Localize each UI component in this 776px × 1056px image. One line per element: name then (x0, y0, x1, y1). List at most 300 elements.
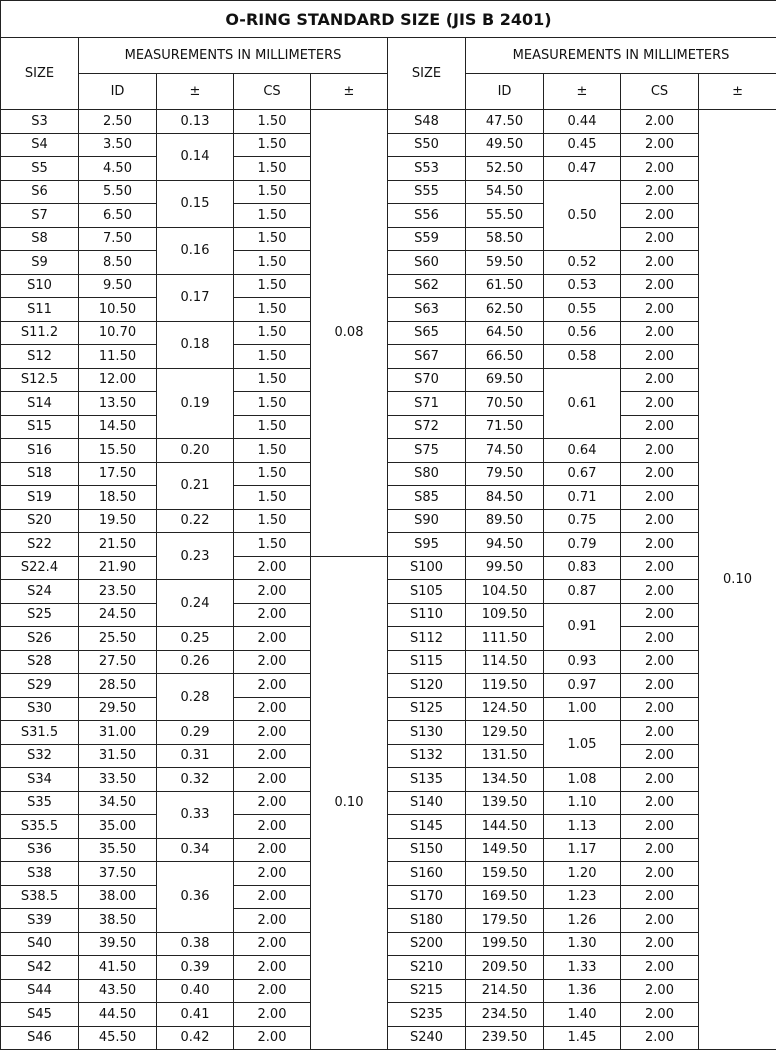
id-cell: 41.50 (79, 956, 157, 980)
size-cell: S210 (388, 956, 466, 980)
size-cell: S28 (1, 650, 79, 674)
size-cell: S135 (388, 768, 466, 792)
size-cell: S35 (1, 791, 79, 815)
size-cell: S71 (388, 392, 466, 416)
id-tolerance-cell: 0.83 (544, 556, 621, 580)
measurements-header-left: MEASUREMENTS IN MILLIMETERS (79, 38, 388, 74)
id-cell: 52.50 (466, 157, 544, 181)
size-cell: S25 (1, 603, 79, 627)
cs-tolerance-cell: 0.08 (311, 110, 388, 557)
cs-cell: 2.00 (621, 298, 699, 322)
id-cell: 55.50 (466, 204, 544, 228)
id-tolerance-cell: 1.13 (544, 815, 621, 839)
size-cell: S115 (388, 650, 466, 674)
cs-cell: 2.00 (234, 697, 311, 721)
cs-cell: 2.00 (234, 909, 311, 933)
id-tolerance-cell: 0.28 (157, 674, 234, 721)
cs-cell: 2.00 (234, 838, 311, 862)
id-header-right: ID (466, 74, 544, 110)
id-tolerance-cell: 0.16 (157, 227, 234, 274)
size-cell: S5 (1, 157, 79, 181)
size-cell: S55 (388, 180, 466, 204)
id-tolerance-cell: 0.91 (544, 603, 621, 650)
id-tolerance-cell: 1.20 (544, 862, 621, 886)
table-row (1, 815, 776, 839)
cs-cell: 1.50 (234, 204, 311, 228)
id-cell: 8.50 (79, 251, 157, 275)
id-cell: 38.00 (79, 885, 157, 909)
size-cell: S39 (1, 909, 79, 933)
size-cell: S20 (1, 509, 79, 533)
table-row (1, 415, 776, 439)
size-cell: S72 (388, 415, 466, 439)
id-tolerance-cell: 1.26 (544, 909, 621, 933)
id-cell: 35.50 (79, 838, 157, 862)
id-cell: 44.50 (79, 1003, 157, 1027)
table-row (1, 298, 776, 322)
id-tolerance-cell: 0.17 (157, 274, 234, 321)
id-header-left: ID (79, 74, 157, 110)
cs-cell: 1.50 (234, 345, 311, 369)
cs-cell: 2.00 (621, 862, 699, 886)
cs-cell: 2.00 (621, 533, 699, 557)
id-tolerance-cell: 0.56 (544, 321, 621, 345)
cs-tolerance-header-left: ± (311, 74, 388, 110)
size-cell: S105 (388, 580, 466, 604)
cs-cell: 2.00 (621, 721, 699, 745)
id-cell: 234.50 (466, 1003, 544, 1027)
id-cell: 69.50 (466, 368, 544, 392)
size-header-right: SIZE (388, 38, 466, 110)
id-cell: 239.50 (466, 1026, 544, 1050)
size-cell: S14 (1, 392, 79, 416)
size-cell: S12 (1, 345, 79, 369)
table-row (1, 979, 776, 1003)
cs-cell: 2.00 (621, 909, 699, 933)
size-cell: S80 (388, 462, 466, 486)
size-cell: S40 (1, 932, 79, 956)
id-cell: 111.50 (466, 627, 544, 651)
cs-cell: 1.50 (234, 180, 311, 204)
size-cell: S19 (1, 486, 79, 510)
id-tolerance-cell: 0.52 (544, 251, 621, 275)
id-cell: 94.50 (466, 533, 544, 557)
size-cell: S22.4 (1, 556, 79, 580)
id-cell: 37.50 (79, 862, 157, 886)
id-cell: 62.50 (466, 298, 544, 322)
id-cell: 54.50 (466, 180, 544, 204)
size-cell: S110 (388, 603, 466, 627)
id-cell: 129.50 (466, 721, 544, 745)
table-row (1, 110, 776, 134)
id-tolerance-cell: 0.20 (157, 439, 234, 463)
size-cell: S4 (1, 133, 79, 157)
table-row (1, 791, 776, 815)
id-cell: 21.50 (79, 533, 157, 557)
id-cell: 33.50 (79, 768, 157, 792)
cs-cell: 2.00 (621, 133, 699, 157)
size-cell: S9 (1, 251, 79, 275)
table-row (1, 838, 776, 862)
cs-cell: 2.00 (234, 603, 311, 627)
id-tolerance-cell: 1.45 (544, 1026, 621, 1050)
id-tolerance-cell: 0.87 (544, 580, 621, 604)
id-tolerance-cell: 0.29 (157, 721, 234, 745)
cs-cell: 2.00 (621, 462, 699, 486)
table-row (1, 650, 776, 674)
table-row (1, 251, 776, 275)
id-tolerance-cell: 0.32 (157, 768, 234, 792)
size-cell: S24 (1, 580, 79, 604)
id-cell: 79.50 (466, 462, 544, 486)
size-cell: S170 (388, 885, 466, 909)
size-cell: S46 (1, 1026, 79, 1050)
cs-cell: 2.00 (621, 979, 699, 1003)
cs-cell: 1.50 (234, 486, 311, 510)
table-row (1, 885, 776, 909)
id-cell: 11.50 (79, 345, 157, 369)
table-row (1, 1026, 776, 1050)
table-body (1, 110, 776, 1050)
size-cell: S35.5 (1, 815, 79, 839)
size-cell: S7 (1, 204, 79, 228)
table-row (1, 556, 776, 580)
id-cell: 25.50 (79, 627, 157, 651)
id-cell: 35.00 (79, 815, 157, 839)
id-tolerance-cell: 0.38 (157, 932, 234, 956)
cs-cell: 2.00 (621, 697, 699, 721)
table-row (1, 533, 776, 557)
cs-cell: 1.50 (234, 392, 311, 416)
cs-cell: 1.50 (234, 133, 311, 157)
size-cell: S62 (388, 274, 466, 298)
cs-cell: 2.00 (621, 650, 699, 674)
size-cell: S63 (388, 298, 466, 322)
id-tolerance-cell: 0.61 (544, 368, 621, 439)
id-cell: 49.50 (466, 133, 544, 157)
table-row (1, 227, 776, 251)
cs-cell: 1.50 (234, 227, 311, 251)
id-tolerance-cell: 0.24 (157, 580, 234, 627)
size-cell: S50 (388, 133, 466, 157)
cs-cell: 1.50 (234, 439, 311, 463)
id-tolerance-cell: 1.00 (544, 697, 621, 721)
cs-cell: 1.50 (234, 157, 311, 181)
cs-cell: 2.00 (621, 1003, 699, 1027)
id-tolerance-cell: 0.19 (157, 368, 234, 439)
table-row (1, 1003, 776, 1027)
id-tolerance-cell: 0.18 (157, 321, 234, 368)
table-row (1, 157, 776, 181)
size-cell: S112 (388, 627, 466, 651)
cs-cell: 2.00 (234, 885, 311, 909)
table-row (1, 627, 776, 651)
table-title: O-RING STANDARD SIZE (JIS B 2401) (1, 1, 776, 38)
table-row (1, 721, 776, 745)
cs-cell: 2.00 (621, 603, 699, 627)
cs-cell: 2.00 (621, 321, 699, 345)
id-cell: 124.50 (466, 697, 544, 721)
size-cell: S11 (1, 298, 79, 322)
measurements-header-right: MEASUREMENTS IN MILLIMETERS (466, 38, 776, 74)
id-cell: 119.50 (466, 674, 544, 698)
id-tolerance-cell: 0.40 (157, 979, 234, 1003)
id-tolerance-cell: 0.67 (544, 462, 621, 486)
id-tolerance-cell: 0.14 (157, 133, 234, 180)
id-tolerance-header-right: ± (544, 74, 621, 110)
size-cell: S18 (1, 462, 79, 486)
size-cell: S59 (388, 227, 466, 251)
id-cell: 10.50 (79, 298, 157, 322)
id-cell: 14.50 (79, 415, 157, 439)
size-cell: S30 (1, 697, 79, 721)
id-tolerance-cell: 1.23 (544, 885, 621, 909)
cs-cell: 2.00 (234, 650, 311, 674)
cs-cell: 2.00 (234, 1026, 311, 1050)
id-tolerance-cell: 1.36 (544, 979, 621, 1003)
size-cell: S125 (388, 697, 466, 721)
id-cell: 6.50 (79, 204, 157, 228)
size-cell: S180 (388, 909, 466, 933)
cs-cell: 1.50 (234, 368, 311, 392)
cs-cell: 2.00 (234, 862, 311, 886)
size-cell: S42 (1, 956, 79, 980)
id-cell: 159.50 (466, 862, 544, 886)
id-cell: 29.50 (79, 697, 157, 721)
id-cell: 84.50 (466, 486, 544, 510)
size-cell: S160 (388, 862, 466, 886)
id-cell: 18.50 (79, 486, 157, 510)
size-cell: S48 (388, 110, 466, 134)
id-tolerance-cell: 0.45 (544, 133, 621, 157)
table-row (1, 862, 776, 886)
cs-cell: 2.00 (621, 932, 699, 956)
table-row (1, 932, 776, 956)
table-row (1, 956, 776, 980)
size-cell: S90 (388, 509, 466, 533)
id-tolerance-cell: 0.13 (157, 110, 234, 134)
id-cell: 104.50 (466, 580, 544, 604)
id-tolerance-cell: 0.25 (157, 627, 234, 651)
id-cell: 27.50 (79, 650, 157, 674)
id-tolerance-cell: 1.33 (544, 956, 621, 980)
size-cell: S10 (1, 274, 79, 298)
cs-cell: 1.50 (234, 110, 311, 134)
size-cell: S235 (388, 1003, 466, 1027)
size-cell: S75 (388, 439, 466, 463)
size-cell: S11.2 (1, 321, 79, 345)
cs-cell: 2.00 (621, 556, 699, 580)
id-cell: 114.50 (466, 650, 544, 674)
size-cell: S26 (1, 627, 79, 651)
table-row (1, 180, 776, 204)
cs-cell: 2.00 (621, 1026, 699, 1050)
table-row (1, 274, 776, 298)
id-tolerance-cell: 0.31 (157, 744, 234, 768)
cs-cell: 2.00 (621, 885, 699, 909)
id-cell: 47.50 (466, 110, 544, 134)
id-cell: 24.50 (79, 603, 157, 627)
id-cell: 9.50 (79, 274, 157, 298)
cs-cell: 2.00 (621, 791, 699, 815)
cs-cell: 2.00 (234, 956, 311, 980)
size-cell: S16 (1, 439, 79, 463)
cs-cell: 1.50 (234, 274, 311, 298)
id-tolerance-cell: 0.64 (544, 439, 621, 463)
id-cell: 31.50 (79, 744, 157, 768)
id-cell: 58.50 (466, 227, 544, 251)
size-cell: S34 (1, 768, 79, 792)
id-cell: 13.50 (79, 392, 157, 416)
size-cell: S22 (1, 533, 79, 557)
table-row (1, 368, 776, 392)
cs-tolerance-header-right: ± (699, 74, 776, 110)
id-cell: 43.50 (79, 979, 157, 1003)
id-cell: 74.50 (466, 439, 544, 463)
cs-cell: 2.00 (621, 392, 699, 416)
cs-cell: 1.50 (234, 533, 311, 557)
size-cell: S150 (388, 838, 466, 862)
id-tolerance-cell: 0.79 (544, 533, 621, 557)
size-cell: S132 (388, 744, 466, 768)
table-row (1, 697, 776, 721)
size-cell: S36 (1, 838, 79, 862)
id-cell: 39.50 (79, 932, 157, 956)
id-cell: 64.50 (466, 321, 544, 345)
table-row (1, 439, 776, 463)
size-cell: S130 (388, 721, 466, 745)
id-tolerance-header-left: ± (157, 74, 234, 110)
cs-cell: 2.00 (234, 721, 311, 745)
table-row (1, 486, 776, 510)
id-tolerance-cell: 0.44 (544, 110, 621, 134)
cs-cell: 2.00 (234, 556, 311, 580)
id-tolerance-cell: 0.97 (544, 674, 621, 698)
cs-cell: 1.50 (234, 509, 311, 533)
size-cell: S100 (388, 556, 466, 580)
id-tolerance-cell: 0.55 (544, 298, 621, 322)
id-cell: 5.50 (79, 180, 157, 204)
cs-cell: 2.00 (621, 956, 699, 980)
id-cell: 214.50 (466, 979, 544, 1003)
table-row (1, 133, 776, 157)
id-cell: 15.50 (79, 439, 157, 463)
id-tolerance-cell: 1.17 (544, 838, 621, 862)
size-cell: S8 (1, 227, 79, 251)
cs-cell: 2.00 (621, 768, 699, 792)
size-cell: S200 (388, 932, 466, 956)
id-tolerance-cell: 0.41 (157, 1003, 234, 1027)
table-row (1, 462, 776, 486)
cs-cell: 2.00 (621, 274, 699, 298)
size-cell: S56 (388, 204, 466, 228)
id-cell: 59.50 (466, 251, 544, 275)
cs-cell: 2.00 (621, 251, 699, 275)
id-tolerance-cell: 0.93 (544, 650, 621, 674)
id-cell: 12.00 (79, 368, 157, 392)
cs-cell: 2.00 (621, 744, 699, 768)
table-row (1, 345, 776, 369)
cs-cell: 2.00 (621, 227, 699, 251)
id-tolerance-cell: 0.42 (157, 1026, 234, 1050)
size-cell: S15 (1, 415, 79, 439)
id-tolerance-cell: 0.71 (544, 486, 621, 510)
cs-cell: 2.00 (621, 838, 699, 862)
id-cell: 109.50 (466, 603, 544, 627)
cs-cell: 2.00 (621, 509, 699, 533)
size-cell: S120 (388, 674, 466, 698)
table-row (1, 744, 776, 768)
id-cell: 21.90 (79, 556, 157, 580)
cs-cell: 2.00 (234, 768, 311, 792)
size-cell: S38 (1, 862, 79, 886)
cs-cell: 2.00 (234, 744, 311, 768)
cs-cell: 2.00 (621, 204, 699, 228)
id-cell: 7.50 (79, 227, 157, 251)
cs-cell: 2.00 (234, 791, 311, 815)
size-cell: S67 (388, 345, 466, 369)
size-cell: S145 (388, 815, 466, 839)
cs-cell: 1.50 (234, 321, 311, 345)
id-cell: 61.50 (466, 274, 544, 298)
table-row (1, 580, 776, 604)
size-cell: S29 (1, 674, 79, 698)
size-cell: S12.5 (1, 368, 79, 392)
id-cell: 3.50 (79, 133, 157, 157)
id-cell: 66.50 (466, 345, 544, 369)
id-cell: 38.50 (79, 909, 157, 933)
cs-cell: 2.00 (621, 674, 699, 698)
id-tolerance-cell: 0.39 (157, 956, 234, 980)
cs-cell: 2.00 (234, 627, 311, 651)
id-tolerance-cell: 1.30 (544, 932, 621, 956)
id-cell: 34.50 (79, 791, 157, 815)
cs-cell: 2.00 (621, 345, 699, 369)
id-tolerance-cell: 0.23 (157, 533, 234, 580)
size-cell: S31.5 (1, 721, 79, 745)
table-row (1, 768, 776, 792)
id-cell: 131.50 (466, 744, 544, 768)
size-cell: S95 (388, 533, 466, 557)
cs-cell: 1.50 (234, 298, 311, 322)
size-cell: S45 (1, 1003, 79, 1027)
id-tolerance-cell: 0.75 (544, 509, 621, 533)
size-cell: S140 (388, 791, 466, 815)
size-cell: S60 (388, 251, 466, 275)
id-cell: 2.50 (79, 110, 157, 134)
id-tolerance-cell: 0.33 (157, 791, 234, 838)
id-tolerance-cell: 0.47 (544, 157, 621, 181)
id-cell: 209.50 (466, 956, 544, 980)
id-cell: 199.50 (466, 932, 544, 956)
cs-cell: 2.00 (621, 157, 699, 181)
size-cell: S44 (1, 979, 79, 1003)
size-cell: S3 (1, 110, 79, 134)
id-tolerance-cell: 1.05 (544, 721, 621, 768)
id-cell: 10.70 (79, 321, 157, 345)
size-cell: S70 (388, 368, 466, 392)
cs-header-right: CS (621, 74, 699, 110)
id-tolerance-cell: 0.36 (157, 862, 234, 933)
id-cell: 28.50 (79, 674, 157, 698)
id-tolerance-cell: 0.15 (157, 180, 234, 227)
size-cell: S38.5 (1, 885, 79, 909)
id-tolerance-cell: 0.50 (544, 180, 621, 251)
table-row (1, 509, 776, 533)
id-cell: 179.50 (466, 909, 544, 933)
id-tolerance-cell: 0.22 (157, 509, 234, 533)
id-cell: 134.50 (466, 768, 544, 792)
